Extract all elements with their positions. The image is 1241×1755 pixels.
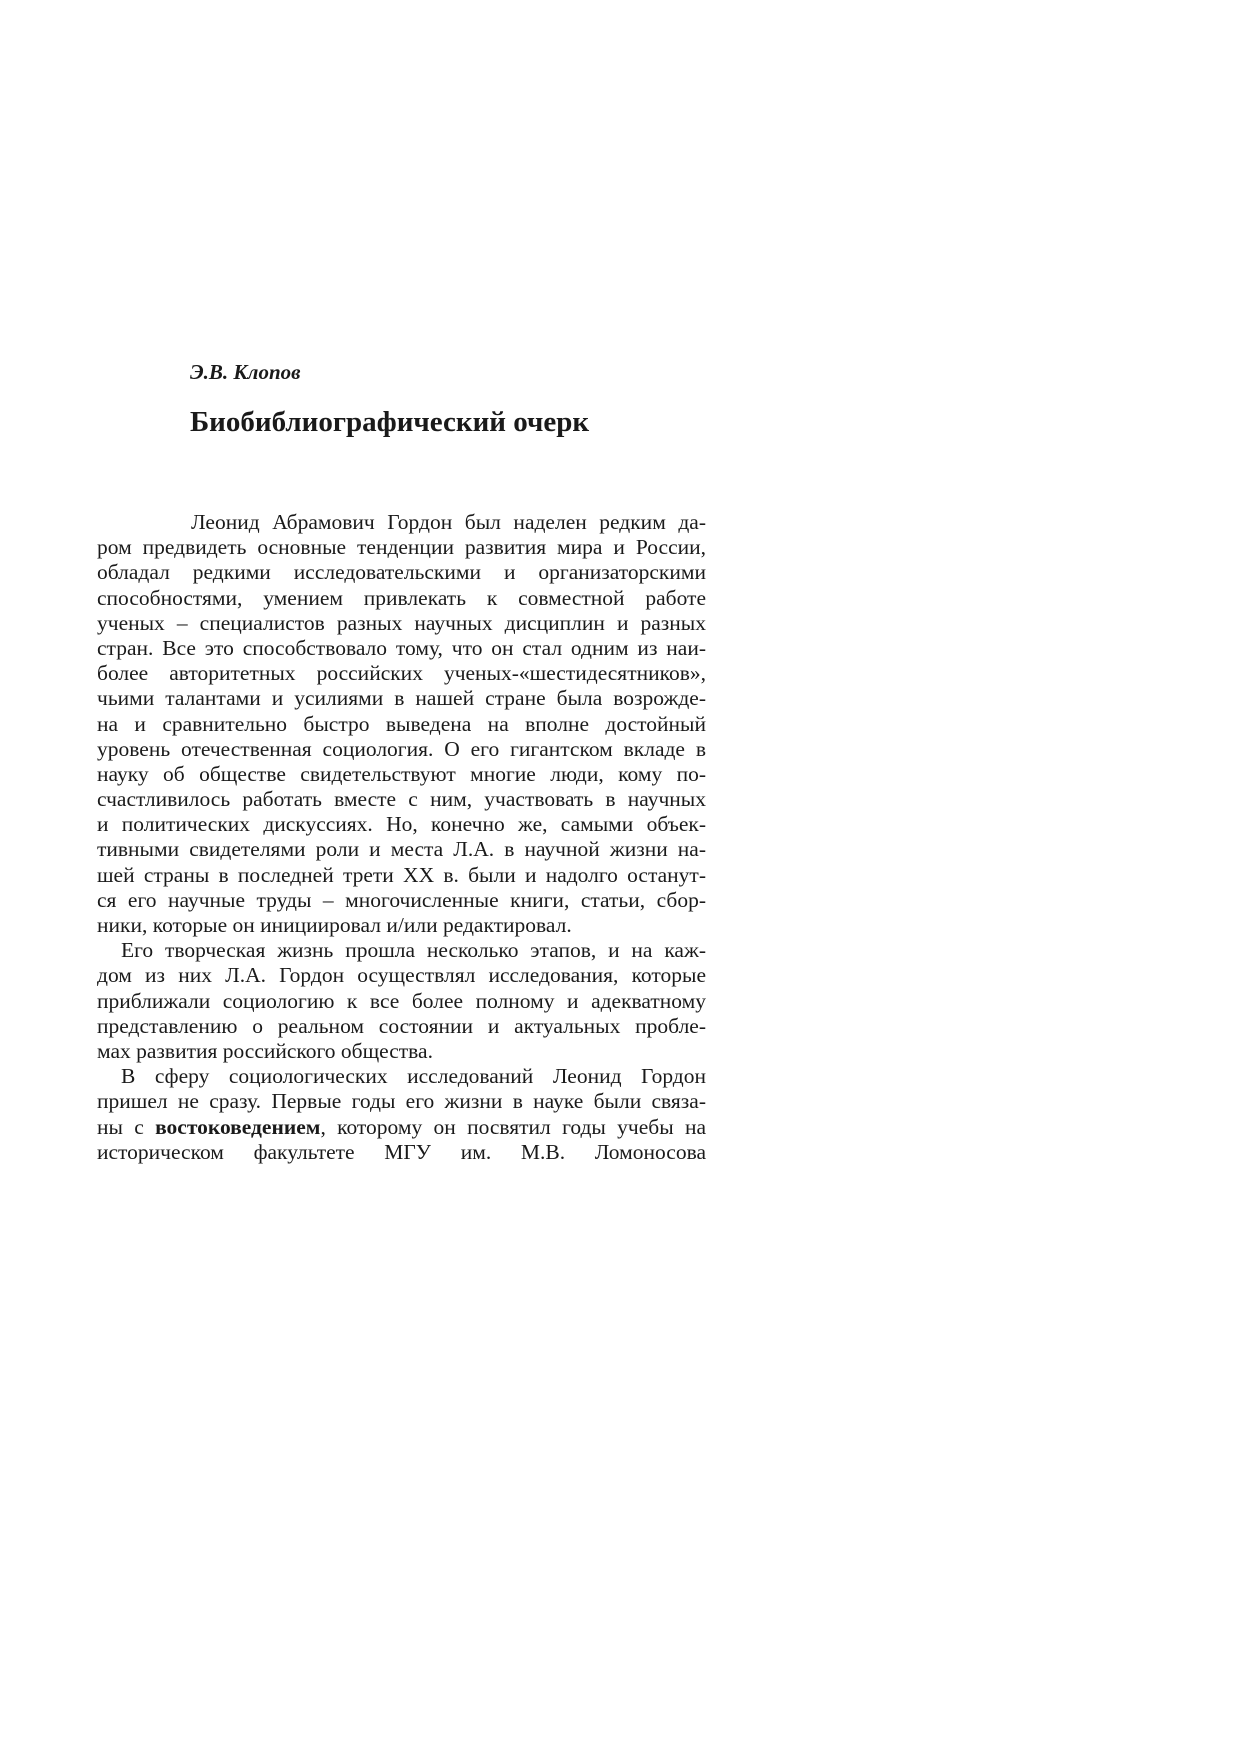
text-line: мах развития российского общества. <box>97 1038 433 1063</box>
article-body <box>97 510 706 1165</box>
text-line: ученых – специалистов разных научных дисциплин и разных <box>97 610 706 635</box>
text-line: приближали социологию к все более полному и адекватному <box>97 988 706 1013</box>
bold-term: востоковедением <box>155 1114 321 1139</box>
article-title: Биобиблиографический очерк <box>190 406 590 438</box>
paragraph <box>97 1064 706 1165</box>
text-line: уровень отечественная социология. О его гигантском вкладе в <box>97 736 706 761</box>
text-line: представлению о реальном состоянии и актуальных пробле- <box>97 1013 706 1038</box>
text-line: обладал редкими исследовательскими и организаторскими <box>97 560 706 585</box>
text-line: чьими талантами и усилиями в нашей стране была возрожде- <box>97 686 706 711</box>
text-line: историческом факультете МГУ им. М.В. Ломоносова <box>97 1139 706 1164</box>
text-line: дом из них Л.А. Гордон осуществлял исследования, которые <box>97 963 706 988</box>
text-line: более авторитетных российских ученых-«шестидесятников», <box>97 661 706 686</box>
text-line: Леонид Абрамович Гордон был наделен редким да- <box>191 510 706 534</box>
text-line: и политических дискуссиях. Но, конечно же, самыми объек- <box>97 812 706 837</box>
text-line: тивными свидетелями роли и места Л.А. в научной жизни на- <box>97 837 706 862</box>
text-line: стран. Все это способствовало тому, что он стал одним из наи- <box>97 635 706 660</box>
paragraph <box>97 938 706 1064</box>
text-line: на и сравнительно быстро выведена на вполне достойный <box>97 711 706 736</box>
text-line-with-bold <box>97 1115 706 1140</box>
text-line: В сферу социологических исследований Леонид Гордон <box>121 1064 706 1089</box>
text-line: ром предвидеть основные тенденции развития мира и России, <box>97 535 706 560</box>
text-line: пришел не сразу. Первые годы его жизни в науке были связа- <box>97 1089 706 1114</box>
text-fragment: ны с <box>97 1114 156 1139</box>
author-name: Э.В. Клопов <box>190 360 301 384</box>
text-line: ники, которые он инициировал и/или редактировал. <box>97 913 572 937</box>
paragraph <box>97 510 706 938</box>
text-line: Его творческая жизнь прошла несколько этапов, и на каж- <box>121 938 706 963</box>
text-line: способностями, умением привлекать к совместной работе <box>97 585 706 610</box>
text-line: ся его научные труды – многочисленные книги, статьи, сбор- <box>97 887 706 912</box>
text-fragment: , которому он посвятил годы учебы на <box>320 1114 706 1139</box>
text-line: счастливилось работать вместе с ним, участвовать в научных <box>97 787 706 812</box>
text-line: шей страны в последней трети XX в. были и надолго останут- <box>97 862 706 887</box>
text-line: науку об обществе свидетельствуют многие люди, кому по- <box>97 761 706 786</box>
